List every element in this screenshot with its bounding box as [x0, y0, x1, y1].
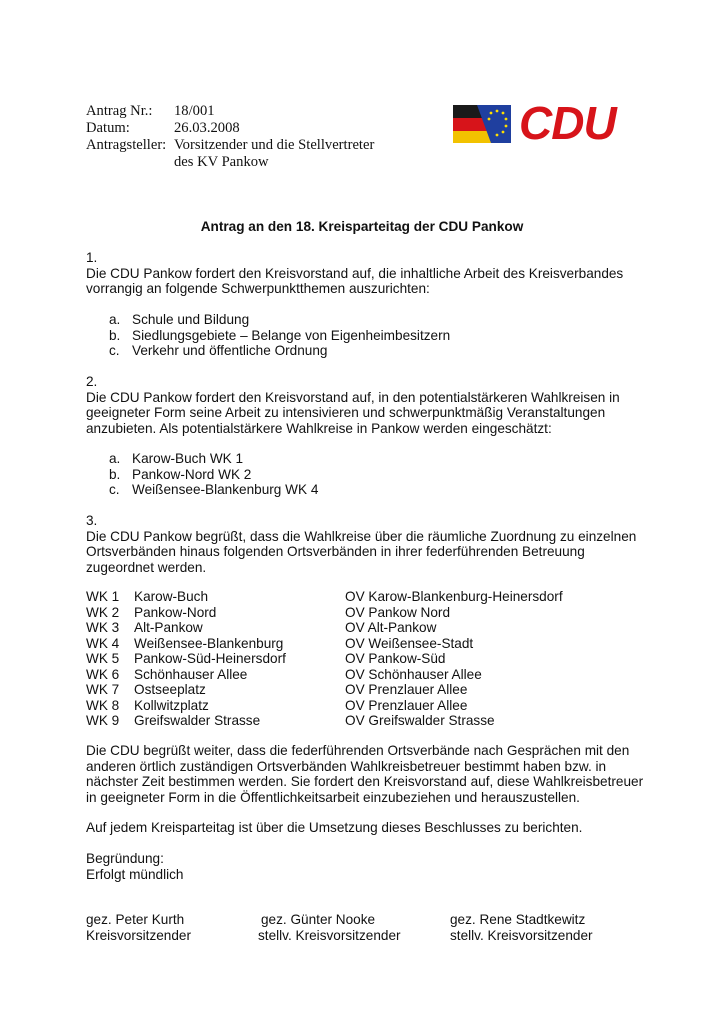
table-row — [86, 667, 563, 683]
closing-line-3: nächster Zeit bestimmen werden. Sie fordert den Kreisvorstand auf, diese Wahlkreisbetreuer — [86, 774, 644, 790]
section-2-number: 2. — [86, 374, 98, 389]
list-letter: a. — [109, 451, 121, 466]
table-row — [86, 636, 563, 652]
wk-code: WK 9 — [86, 713, 120, 728]
datum-label: Datum: — [86, 120, 130, 136]
section-3-number: 3. — [86, 513, 98, 528]
section-2-list — [109, 451, 318, 498]
signature-1 — [86, 912, 191, 943]
list-text: Karow-Buch WK 1 — [132, 451, 244, 466]
list-item — [109, 312, 450, 328]
table-row — [86, 698, 563, 714]
section-1-number: 1. — [86, 250, 98, 265]
list-item — [109, 343, 450, 359]
table-row — [86, 605, 563, 621]
signature-role: stellv. Kreisvorsitzender — [450, 927, 593, 943]
wk-ov: OV Greifswalder Strasse — [345, 713, 495, 728]
antragsteller-row — [86, 137, 374, 154]
begruendung-text: Erfolgt mündlich — [86, 866, 184, 882]
section-1 — [86, 250, 646, 297]
wk-name: Pankow-Süd-Heinersdorf — [134, 651, 286, 666]
flag-graphic — [453, 105, 511, 143]
section-2 — [86, 374, 646, 436]
section-3-line-3: zugeordnet werden. — [86, 559, 207, 575]
datum-row — [86, 120, 374, 137]
list-letter: a. — [109, 312, 121, 327]
antragsteller-line-2: des KV Pankow — [174, 154, 269, 170]
cdu-logo — [453, 97, 653, 149]
section-3-line-1: Die CDU Pankow begrüßt, dass die Wahlkreise über die räumliche Zuordnung zu einzelnen — [86, 528, 637, 544]
antragsteller-line-1: Vorsitzender und die Stellvertreter — [174, 137, 375, 153]
list-letter: c. — [109, 482, 120, 498]
wk-code: WK 4 — [86, 635, 120, 651]
wk-ov: OV Prenzlauer Allee — [345, 697, 468, 713]
antrag-nr-value: 18/001 — [174, 103, 215, 119]
section-3-line-2: Ortsverbänden hinaus folgenden Ortsverbänden in ihrer federführenden Betreuung — [86, 544, 585, 560]
list-letter: b. — [109, 466, 121, 482]
begruendung — [86, 851, 183, 882]
document-header — [86, 103, 374, 171]
list-item — [109, 328, 450, 344]
table-row — [86, 682, 563, 698]
antrag-nr-row — [86, 103, 374, 120]
closing-line-1: Die CDU begrüßt weiter, dass die federführenden Ortsverbände nach Gesprächen mit den — [86, 743, 630, 758]
document-title: Antrag an den 18. Kreisparteitag der CDU Pankow — [200, 219, 524, 234]
table-row — [86, 589, 563, 605]
wk-name: Ostseeplatz — [134, 682, 206, 697]
closing-line-2: anderen örtlich zuständigen Ortsverbänden Wahlkreisbetreuer bestimmt haben bzw. in — [86, 758, 607, 774]
wk-ov: OV Prenzlauer Allee — [345, 682, 468, 697]
wk-ov: OV Schönhauser Allee — [345, 666, 482, 682]
list-item — [109, 451, 318, 467]
wk-name: Greifswalder Strasse — [134, 713, 261, 728]
datum-value: 26.03.2008 — [174, 120, 240, 136]
section-1-list — [109, 312, 450, 359]
signature-2 — [258, 912, 401, 943]
report-line: Auf jedem Kreisparteitag ist über die Umsetzung dieses Beschlusses zu berichten. — [86, 820, 583, 835]
begruendung-label: Begründung: — [86, 851, 164, 866]
wk-code: WK 6 — [86, 666, 120, 682]
wk-code: WK 5 — [86, 651, 120, 666]
section-2-line-2: geeigneter Form seine Arbeit zu intensivieren und schwerpunktmäßig Veranstaltungen — [86, 405, 606, 421]
antragsteller-label: Antragsteller: — [86, 137, 167, 153]
list-text: Pankow-Nord WK 2 — [132, 466, 252, 482]
wk-code: WK 2 — [86, 604, 120, 620]
list-text: Siedlungsgebiete – Belange von Eigenheimbesitzern — [132, 327, 451, 343]
table-row — [86, 620, 563, 636]
wk-code: WK 1 — [86, 589, 120, 604]
wk-ov: OV Alt-Pankow — [345, 620, 437, 635]
wk-code: WK 7 — [86, 682, 120, 697]
wk-code: WK 3 — [86, 620, 120, 635]
wk-name: Kollwitzplatz — [134, 697, 209, 713]
flag-icon — [453, 105, 511, 143]
section-1-line-1: Die CDU Pankow fordert den Kreisvorstand auf, die inhaltliche Arbeit des Kreisverbandes — [86, 265, 624, 281]
antrag-nr-label: Antrag Nr.: — [86, 103, 153, 119]
section-2-line-3: anzubieten. Als potentialstärkere Wahlkreise in Pankow werden eingeschätzt: — [86, 420, 552, 436]
list-letter: c. — [109, 343, 120, 359]
section-3-closing-paragraph — [86, 743, 666, 805]
list-item — [109, 467, 318, 483]
section-2-line-1: Die CDU Pankow fordert den Kreisvorstand auf, in den potentialstärkeren Wahlkreisen in — [86, 389, 620, 405]
wk-ov: OV Pankow-Süd — [345, 651, 446, 666]
wk-name: Schönhauser Allee — [134, 666, 248, 682]
signature-name: gez. Günter Nooke — [261, 912, 376, 927]
list-letter: b. — [109, 327, 121, 343]
signature-3 — [450, 912, 593, 943]
wk-ov: OV Karow-Blankenburg-Heinersdorf — [345, 589, 563, 604]
wk-ov: OV Weißensee-Stadt — [345, 635, 474, 651]
list-text: Schule und Bildung — [132, 312, 250, 327]
signature-name: gez. Peter Kurth — [86, 912, 185, 927]
table-row — [86, 713, 563, 729]
section-3 — [86, 513, 646, 575]
cdu-logo-text: CDU — [519, 97, 616, 149]
wk-code: WK 8 — [86, 697, 120, 713]
wk-name: Karow-Buch — [134, 589, 209, 604]
signature-role: stellv. Kreisvorsitzender — [258, 927, 401, 943]
table-row — [86, 651, 563, 667]
list-text: Weißensee-Blankenburg WK 4 — [132, 482, 319, 498]
closing-line-4: in geeigneter Form in die Öffentlichkeitsarbeit einzubeziehen und herauszustellen. — [86, 789, 580, 805]
list-text: Verkehr und öffentliche Ordnung — [132, 343, 328, 359]
wk-name: Weißensee-Blankenburg — [134, 635, 284, 651]
signature-role: Kreisvorsitzender — [86, 927, 192, 943]
wk-name: Alt-Pankow — [134, 620, 203, 635]
wk-ov: OV Pankow Nord — [345, 604, 451, 620]
section-1-line-2: vorrangig an folgende Schwerpunktthemen auszurichten: — [86, 281, 430, 297]
wahlkreis-table — [86, 589, 563, 729]
wk-name: Pankow-Nord — [134, 604, 217, 620]
list-item — [109, 482, 318, 498]
signature-name: gez. Rene Stadtkewitz — [450, 912, 586, 927]
